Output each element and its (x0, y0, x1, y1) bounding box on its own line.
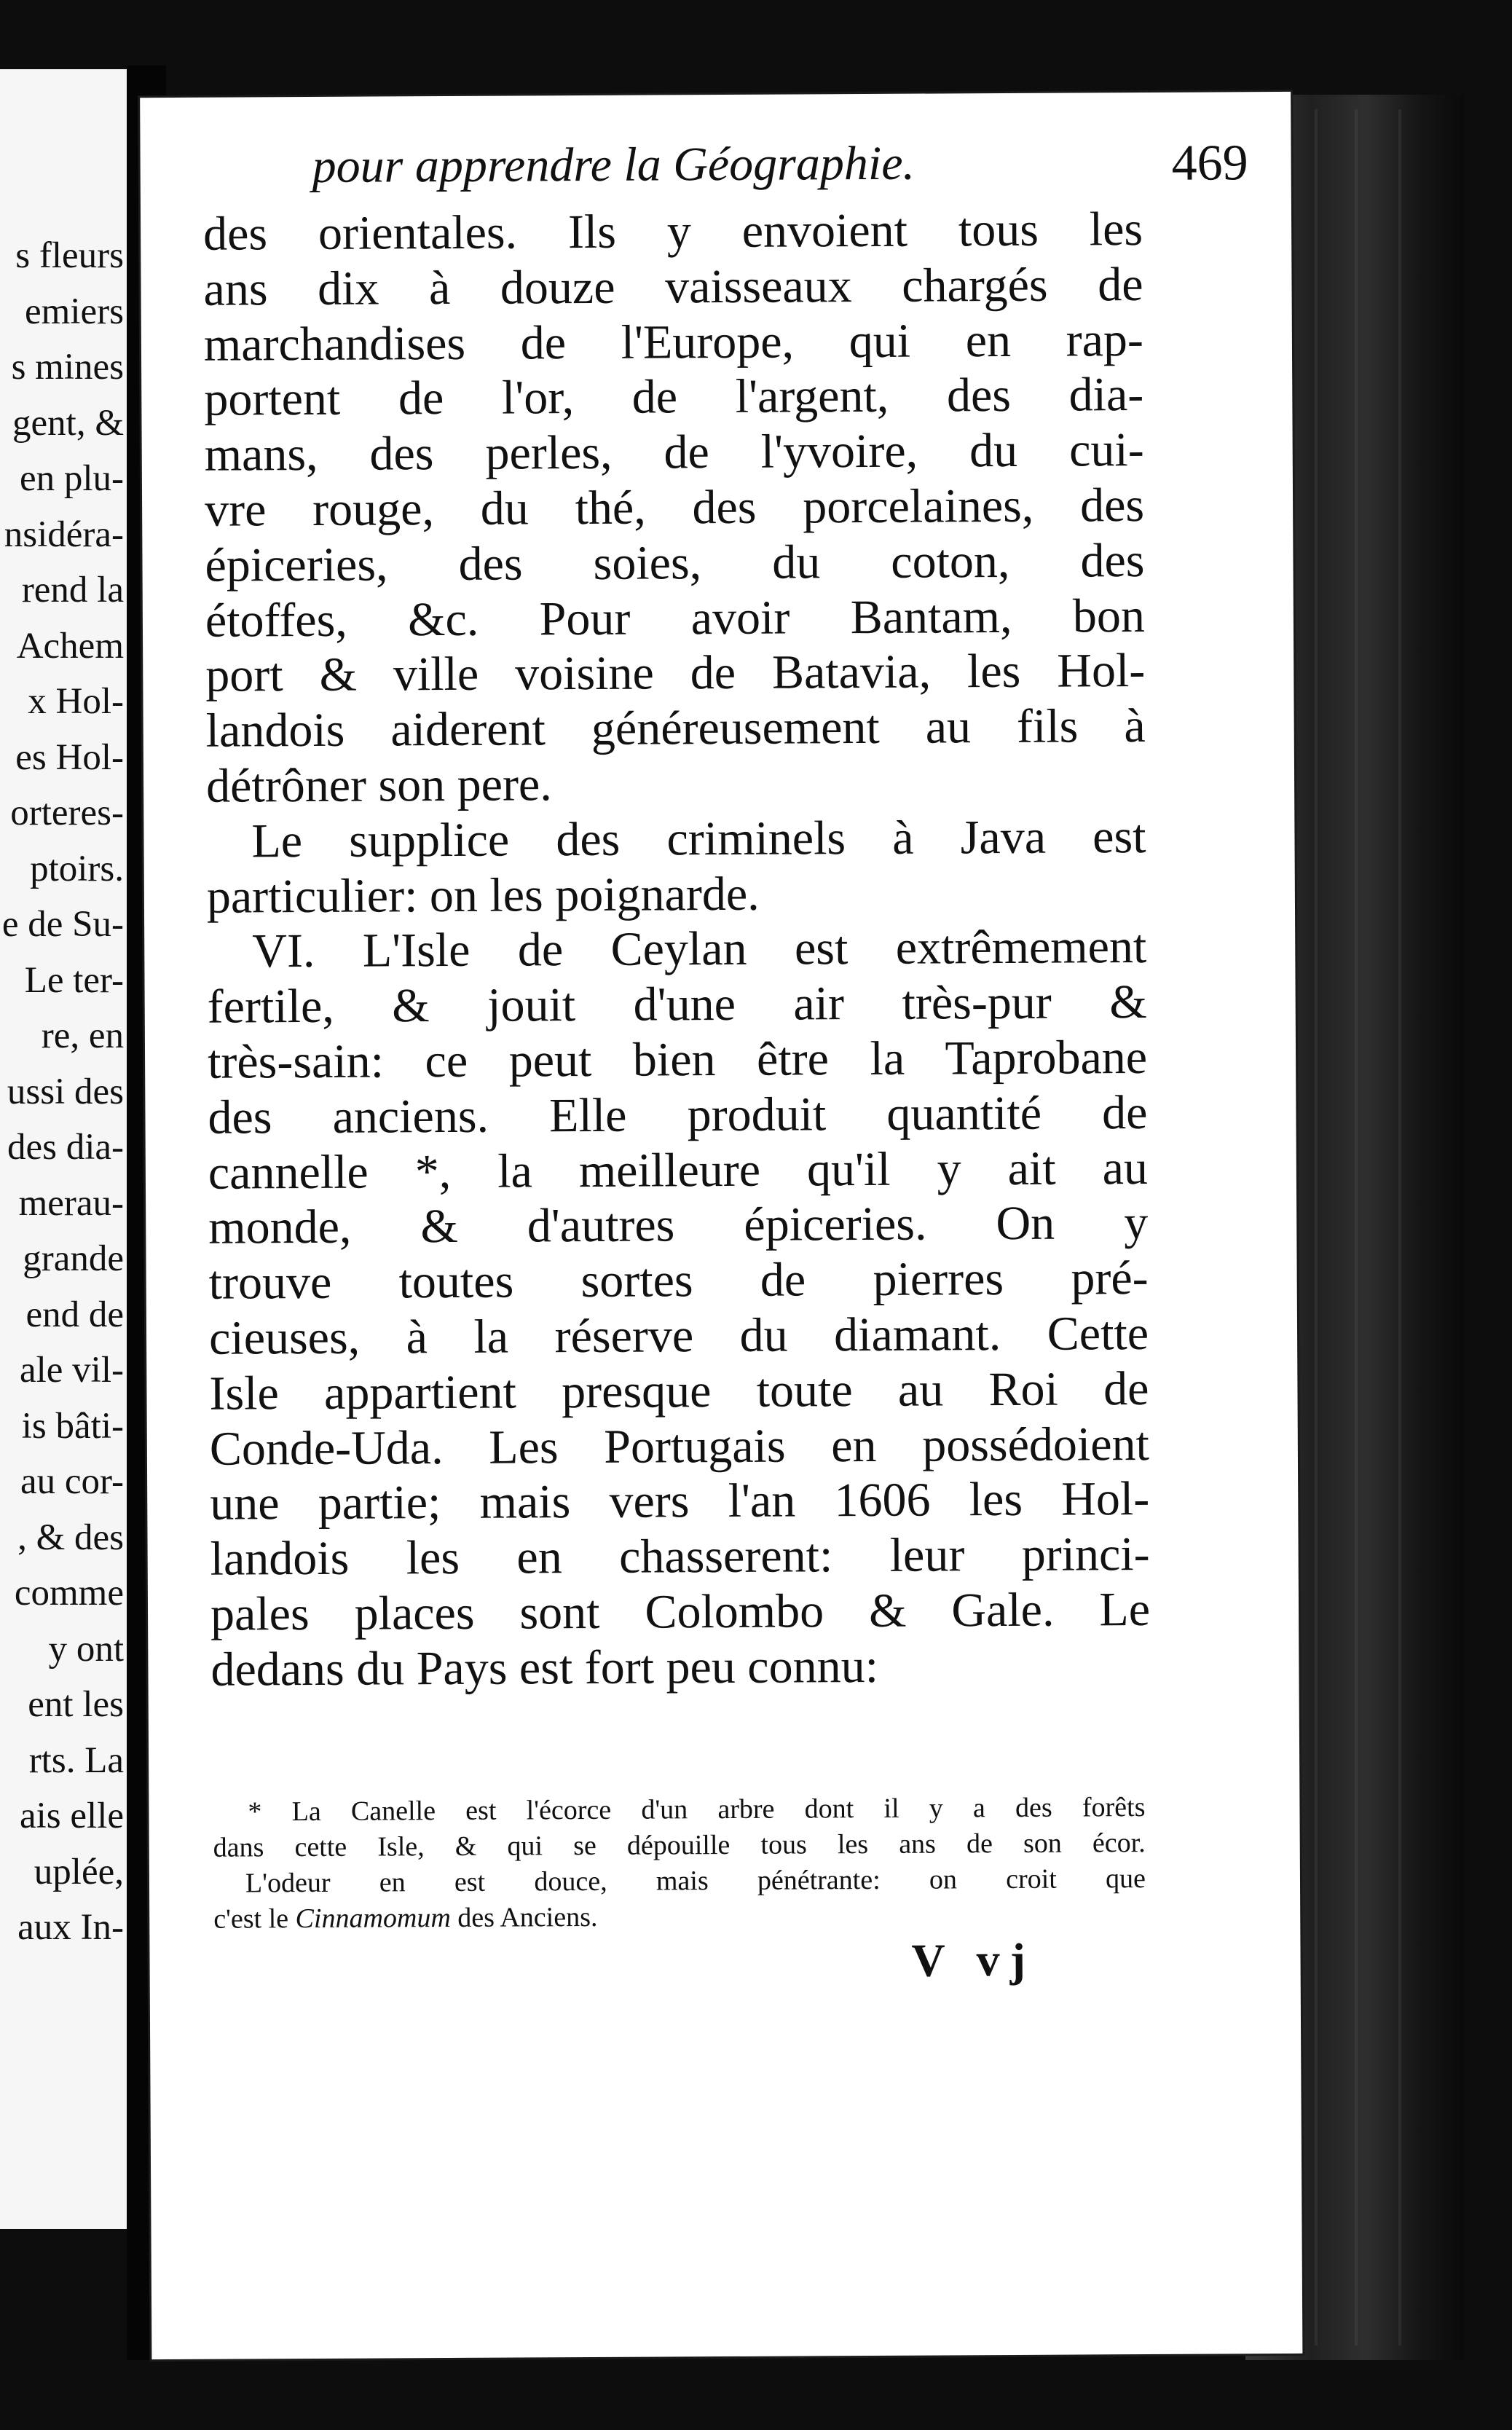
text-line: particulier: on les poignarde. (206, 867, 760, 924)
running-header (312, 134, 1248, 194)
text-line: des anciens. Elle produit quantité de (208, 1085, 1148, 1144)
left-page (0, 69, 127, 2229)
text-line: cieuses, à la réserve du diamant. Cette (208, 1306, 1149, 1365)
header-title: pour apprendre la Géographie. (312, 136, 916, 193)
footnote-line: L'odeur en est douce, mais pénétrante: on croit que (245, 1863, 1146, 1899)
left-page-fragment: re, en (41, 1015, 124, 1056)
text-line: vre rouge, du thé, des porcelaines, des (204, 478, 1145, 537)
text-line: monde, & d'autres épiceries. On y (208, 1196, 1149, 1255)
left-page-fragment: aux In- (17, 1907, 124, 1948)
footnote (213, 1790, 1146, 1938)
text-line: étoffes, &c. Pour avoir Bantam, bon (205, 589, 1146, 648)
left-page-fragment: des dia- (7, 1127, 124, 1168)
text-line: portent de l'or, de l'argent, des dia- (204, 368, 1144, 427)
footnote-line: dans cette Isle, & qui se dépouille tous les ans de son écor. (213, 1828, 1146, 1863)
right-page (140, 92, 1302, 2359)
left-page-fragment: s fleurs (15, 235, 124, 276)
left-page-fragment: end de (25, 1294, 124, 1335)
left-page-fragment: rend la (21, 570, 124, 610)
footnote-line: * La Canelle est l'écorce d'un arbre dont il y a des forêts (248, 1792, 1146, 1828)
left-page-fragment: Achem (16, 625, 124, 667)
text-line: mans, des perles, de l'yvoire, du cui- (204, 423, 1144, 481)
text-line: une partie; mais vers l'an 1606 les Hol- (210, 1472, 1150, 1531)
footnote-italic-term: Cinnamomum (295, 1903, 451, 1935)
text-line: fertile, & jouit d'une air très-pur & (207, 975, 1147, 1034)
left-page-fragment: ent les (28, 1684, 124, 1725)
left-page-fragment: x Hol- (28, 681, 124, 722)
left-page-fragment: orteres- (10, 793, 124, 833)
text-line: port & ville voisine de Batavia, les Hol- (205, 644, 1146, 703)
left-page-fragment: is bâti- (21, 1405, 124, 1447)
left-page-fragment: nsidéra- (4, 514, 124, 555)
text-line: VI. L'Isle de Ceylan est extrêmement (252, 920, 1147, 978)
left-page-fragment: gent, & (12, 402, 124, 444)
left-page-fragment: , & des (17, 1517, 124, 1558)
body-text (203, 202, 1151, 1697)
left-page-fragment: s mines (11, 347, 124, 388)
text-line: ans dix à douze vaisseaux chargés de (203, 257, 1143, 316)
left-page-fragment: comme (14, 1573, 124, 1613)
left-page-fragment: uplée, (34, 1851, 124, 1892)
left-page-fragment: Le ter- (24, 959, 124, 1001)
left-page-fragment: ale vil- (19, 1350, 124, 1391)
left-page-fragment: ais elle (19, 1796, 124, 1836)
left-page-fragment: es Hol- (15, 736, 124, 778)
text-line: marchandises de l'Europe, qui en rap- (203, 312, 1144, 371)
text-line: cannelle *, la meilleure qu'il y ait au (208, 1141, 1149, 1200)
signature-mark: V vj (911, 1933, 1036, 1986)
text-line: Conde-Uda. Les Portugais en possédoient (209, 1417, 1150, 1476)
text-line: très-sain: ce peut bien être la Taprobane (207, 1030, 1148, 1089)
left-page-fragment: y ont (48, 1628, 124, 1670)
left-page-fragment: ussi des (7, 1071, 124, 1112)
left-page-fragment: en plu- (19, 458, 124, 499)
text-line: landois les en chasserent: leur princi- (210, 1527, 1150, 1586)
footnote-line: c'est le Cinnamomum des Anciens. (213, 1901, 598, 1935)
text-line: épiceries, des soies, du coton, des (205, 533, 1145, 592)
text-line: détrôner son pere. (205, 758, 552, 813)
text-line: dedans du Pays est fort peu connu: (210, 1639, 879, 1696)
text-line: landois aiderent généreusement au fils à (205, 699, 1146, 758)
left-page-fragment: merau- (18, 1182, 124, 1224)
left-page-fragment: rts. La (28, 1739, 124, 1781)
left-page-fragment: ptoirs. (30, 848, 124, 889)
text-line: des orientales. Ils y envoient tous les (202, 202, 1143, 261)
text-line: Le supplice des criminels à Java est (251, 809, 1146, 868)
text-line: Isle appartient presque toute au Roi de (209, 1361, 1149, 1420)
left-page-fragment: emiers (25, 291, 124, 332)
text-line: trouve toutes sortes de pierres pré- (208, 1251, 1149, 1310)
left-page-fragment: au cor- (20, 1461, 124, 1502)
left-page-text (0, 228, 124, 1956)
left-page-fragment: e de Su- (1, 904, 124, 945)
text-line: pales places sont Colombo & Gale. Le (210, 1582, 1151, 1641)
page-number: 469 (1171, 135, 1248, 192)
left-page-fragment: grande (23, 1238, 124, 1279)
